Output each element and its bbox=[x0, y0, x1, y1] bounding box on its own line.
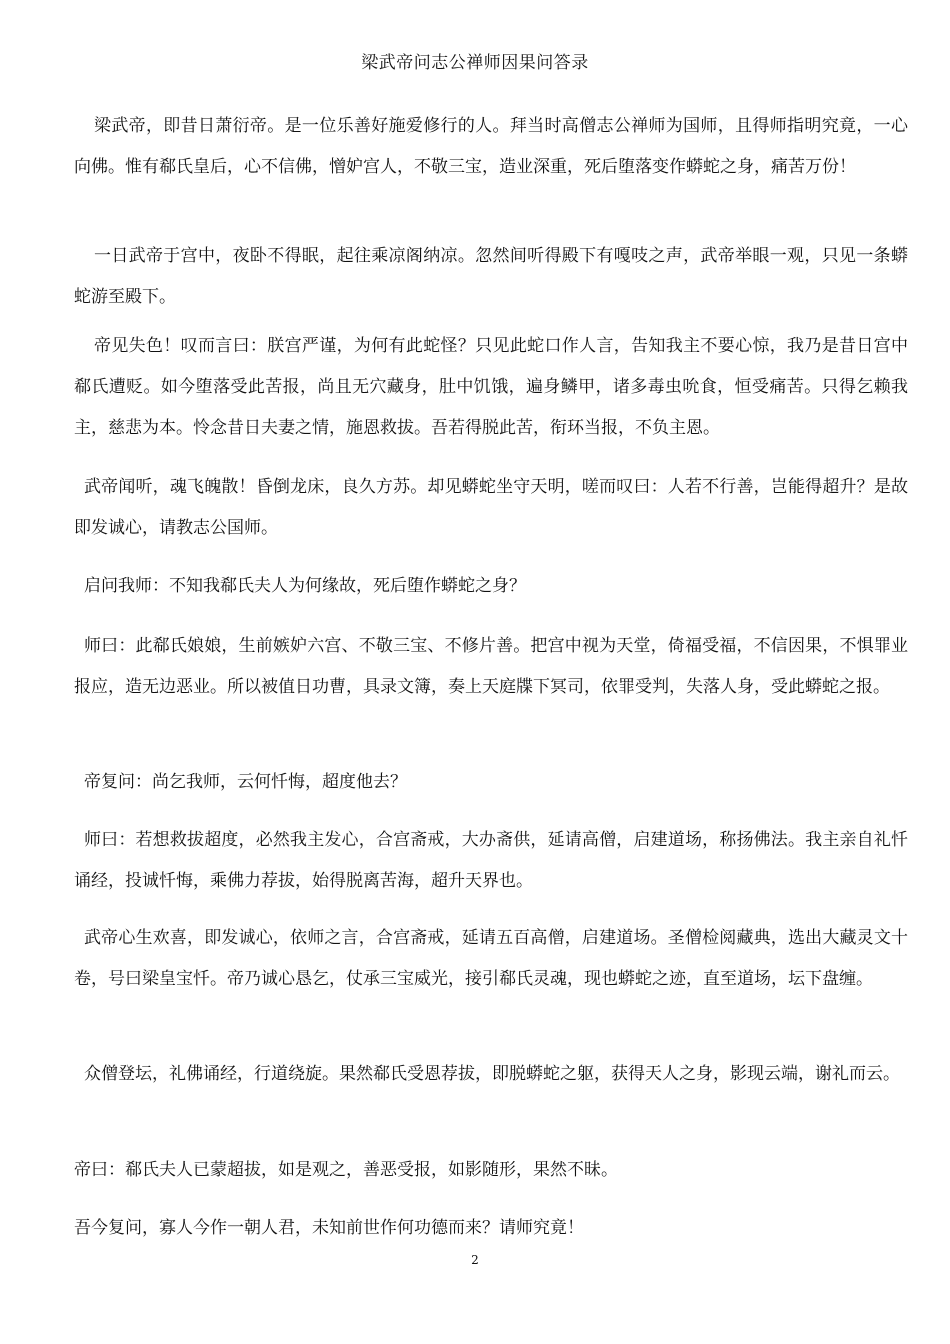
paragraph-1: 梁武帝，即昔日萧衍帝。是一位乐善好施爱修行的人。拜当时高僧志公禅师为国师，且得师指明究竟，一心向佛。惟有郗氏皇后，心不信佛，憎妒宫人，不敬三宝，造业深重，死后堕落变作蟒蛇之身，痛苦万份！ bbox=[74, 116, 908, 177]
paragraph-5: 启问我师：不知我郗氏夫人为何缘故，死后堕作蟒蛇之身？ bbox=[84, 576, 526, 596]
paragraph-7: 帝复问：尚乞我师，云何忏悔，超度他去？ bbox=[84, 772, 407, 792]
paragraph-9: 武帝心生欢喜，即发诚心，依师之言，合宫斋戒，延请五百高僧，启建道场。圣僧检阅藏典，选出大藏灵文十卷，号曰梁皇宝忏。帝乃诚心恳乞，仗承三宝威光，接引郗氏灵魂，现也蟒蛇之迹，直至道场，坛下盘缠。 bbox=[74, 928, 908, 989]
paragraph-10: 众僧登坛，礼佛诵经，行道绕旋。果然郗氏受恩荐拔，即脱蟒蛇之躯，获得天人之身，影现云端，谢礼而云。 bbox=[84, 1064, 900, 1084]
document-title: 梁武帝问志公禅师因果问答录 bbox=[361, 53, 589, 73]
page-number: 2 bbox=[471, 1253, 479, 1267]
paragraph-12: 吾今复问，寡人今作一朝人君，未知前世作何功德而来？请师究竟！ bbox=[74, 1218, 584, 1238]
paragraph-8: 师曰：若想救拔超度，必然我主发心，合宫斋戒，大办斋供，延请高僧，启建道场，称扬佛法。我主亲自礼忏诵经，投诚忏悔，乘佛力荐拔，始得脱离苦海，超升天界也。 bbox=[74, 830, 908, 891]
paragraph-11: 帝曰：郗氏夫人已蒙超拔，如是观之，善恶受报，如影随形，果然不昧。 bbox=[74, 1160, 618, 1180]
paragraph-6: 师曰：此郗氏娘娘，生前嫉妒六宫、不敬三宝、不修片善。把宫中视为天堂，倚福受福，不信因果，不惧罪业报应，造无边恶业。所以被值日功曹，具录文簿，奏上天庭牒下冥司，依罪受判，失落人身，受此蟒蛇之报。 bbox=[74, 636, 908, 697]
paragraph-2: 一日武帝于宫中，夜卧不得眠，起往乘凉阁纳凉。忽然间听得殿下有嘎吱之声，武帝举眼一观，只见一条蟒蛇游至殿下。 bbox=[74, 246, 908, 307]
paragraph-3: 帝见失色！叹而言曰：朕宫严谨，为何有此蛇怪？只见此蛇口作人言，告知我主不要心惊，我乃是昔日宫中郗氏遭贬。如今堕落受此苦报，尚且无穴藏身，肚中饥饿，遍身鳞甲，诸多毒虫吮食，恒受痛苦。只得乞赖我主，慈悲为本。怜念昔日夫妻之情，施恩救拔。吾若得脱此苦，衔环当报，不负主恩。 bbox=[74, 336, 908, 438]
paragraph-4: 武帝闻听，魂飞魄散！昏倒龙床，良久方苏。却见蟒蛇坐守天明，嗟而叹曰：人若不行善，岂能得超升？是故即发诚心，请教志公国师。 bbox=[74, 477, 908, 538]
